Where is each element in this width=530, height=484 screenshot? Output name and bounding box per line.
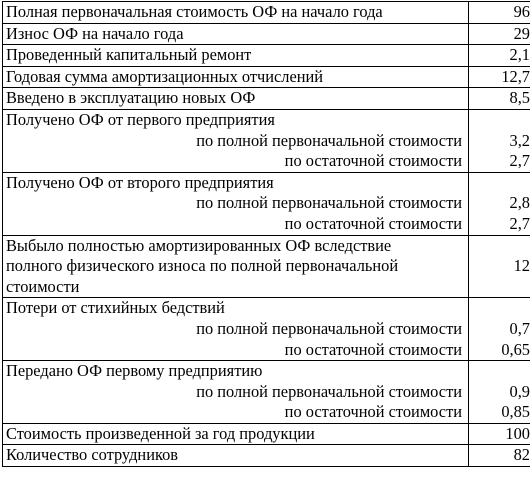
- row-label: Введено в эксплуатацию новых ОФ: [3, 88, 469, 110]
- retired-label-cell: [3, 235, 469, 298]
- group-label-cell: [3, 361, 469, 424]
- indicators-table: [2, 1, 530, 467]
- group-label-cell: [3, 109, 469, 172]
- group-residual-cost-value: 2,7: [509, 151, 530, 171]
- group-full-cost-label: по полной первоначальной стоимости: [196, 130, 462, 150]
- group-title: Потери от стихийных бедствий: [6, 298, 225, 318]
- group-residual-cost-label: по остаточной стоимости: [284, 402, 462, 422]
- group-value-cell: [469, 172, 530, 235]
- retired-label-line: Выбыло полностью амортизированных ОФ вследствие: [6, 235, 392, 255]
- group-title: Передано ОФ первому предприятию: [6, 361, 263, 381]
- group-full-cost-value: 3,2: [509, 130, 530, 150]
- row-value: 12,7: [469, 66, 530, 88]
- table-row-group: [3, 109, 530, 172]
- group-value-cell: [469, 109, 530, 172]
- table-row: [3, 66, 530, 88]
- retired-label-line: полного физического износа по полной первоначальной: [6, 256, 399, 276]
- group-residual-cost-value: 0,65: [501, 339, 530, 359]
- row-label: Количество сотрудников: [3, 445, 469, 467]
- table-row-group: [3, 298, 530, 361]
- table-row: [3, 45, 530, 67]
- table-row-group: [3, 172, 530, 235]
- group-full-cost-value: 2,8: [509, 193, 530, 213]
- table-row: [3, 445, 530, 467]
- table-row-group: [3, 361, 530, 424]
- retired-label-line: стоимости: [6, 276, 80, 296]
- data-table-sheet: [2, 1, 530, 467]
- row-value: 100: [469, 423, 530, 445]
- group-title: Получено ОФ от первого предприятия: [6, 109, 275, 129]
- group-full-cost-value: 0,9: [509, 381, 530, 401]
- row-value: 2,1: [469, 45, 530, 67]
- group-full-cost-value: 0,7: [509, 318, 530, 338]
- row-value: 8,5: [469, 88, 530, 110]
- row-label: Годовая сумма амортизационных отчислений: [3, 66, 469, 88]
- group-residual-cost-label: по остаточной стоимости: [284, 213, 462, 233]
- group-full-cost-label: по полной первоначальной стоимости: [196, 193, 462, 213]
- group-residual-cost-value: 0,85: [501, 402, 530, 422]
- table-row: [3, 235, 530, 298]
- group-value-cell: [469, 361, 530, 424]
- table-row: [3, 23, 530, 45]
- table-row: [3, 88, 530, 110]
- group-full-cost-label: по полной первоначальной стоимости: [196, 318, 462, 338]
- group-residual-cost-label: по остаточной стоимости: [284, 339, 462, 359]
- row-label: Стоимость произведенной за год продукции: [3, 423, 469, 445]
- row-label: Проведенный капитальный ремонт: [3, 45, 469, 67]
- row-value: 29: [469, 23, 530, 45]
- group-value-cell: [469, 298, 530, 361]
- row-value: 82: [469, 445, 530, 467]
- table-row: [3, 2, 530, 24]
- group-full-cost-label: по полной первоначальной стоимости: [196, 381, 462, 401]
- row-label: Износ ОФ на начало года: [3, 23, 469, 45]
- group-label-cell: [3, 172, 469, 235]
- group-residual-cost-value: 2,7: [509, 213, 530, 233]
- row-value: 96: [469, 2, 530, 24]
- group-label-cell: [3, 298, 469, 361]
- row-label: Полная первоначальная стоимость ОФ на начало года: [3, 2, 469, 24]
- group-residual-cost-label: по остаточной стоимости: [284, 151, 462, 171]
- group-title: Получено ОФ от второго предприятия: [6, 172, 274, 192]
- retired-value: 12: [469, 235, 530, 298]
- table-row: [3, 423, 530, 445]
